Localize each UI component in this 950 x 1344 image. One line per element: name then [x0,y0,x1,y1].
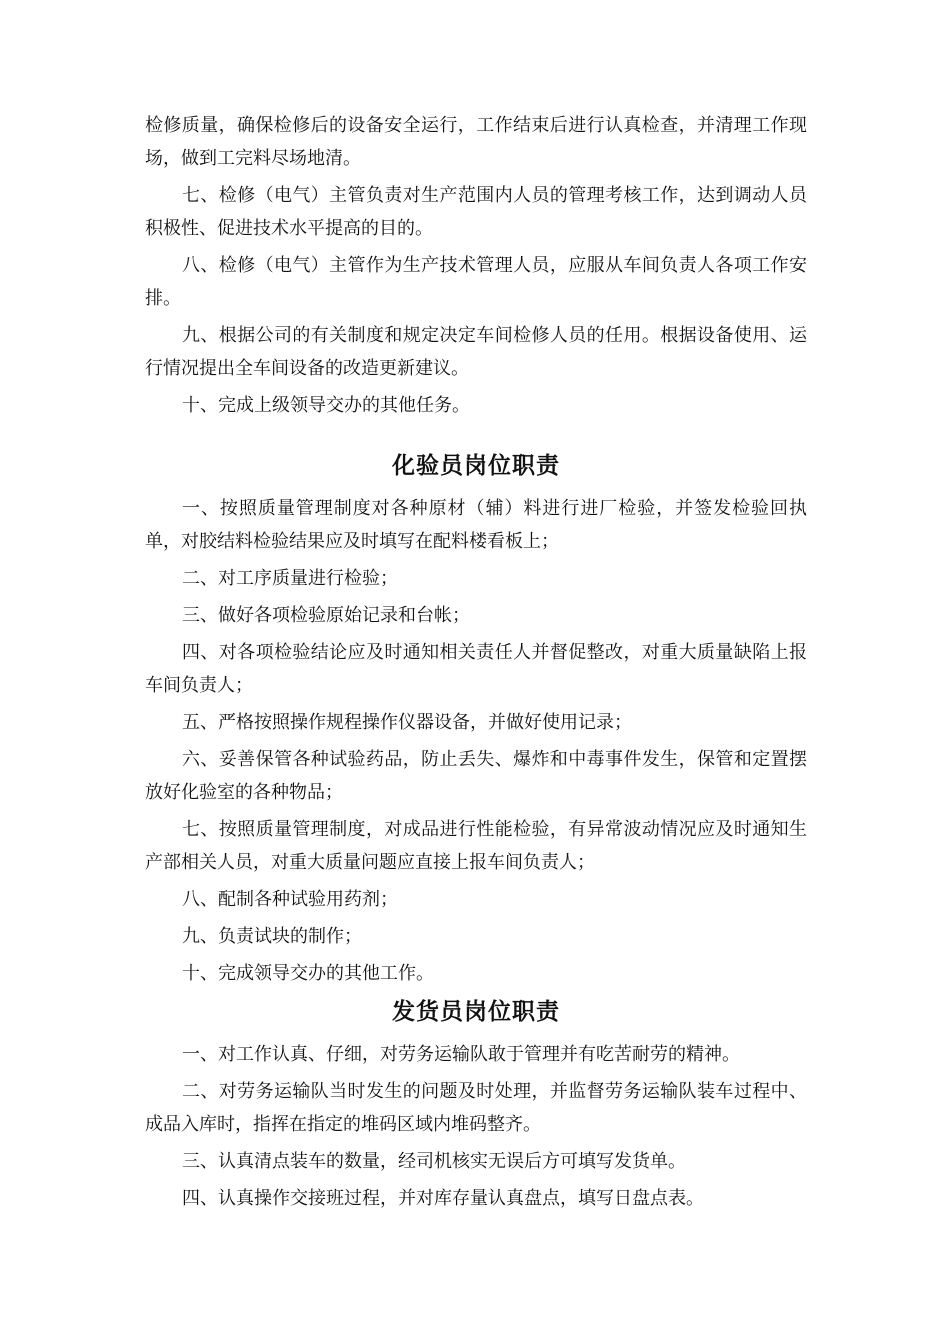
lab-paragraph-3: 三、做好各项检验原始记录和台帐； [182,605,470,626]
shipping-paragraph-1: 一、对工作认真、仔细，对劳务运输队敢于管理并有吃苦耐劳的精神。 [182,1044,740,1065]
shipping-section-title: 发货员岗位职责 [392,999,560,1025]
lab-paragraph-5: 五、严格按照操作规程操作仪器设备，并做好使用记录； [182,712,632,733]
intro-paragraph-4: 九、根据公司的有关制度和规定决定车间检修人员的任用。根据设备使用、运行情况提出全车间设备的改造更新建议。 [145,325,807,379]
lab-section-title: 化验员岗位职责 [392,453,560,479]
intro-paragraph-5: 十、完成上级领导交办的其他任务。 [182,395,470,416]
lab-paragraph-6: 六、妥善保管各种试验药品，防止丢失、爆炸和中毒事件发生，保管和定置摆放好化验室的各种物品； [145,749,807,803]
lab-paragraph-4: 四、对各项检验结论应及时通知相关责任人并督促整改，对重大质量缺陷上报车间负责人； [145,642,807,696]
maintenance-duties-section [145,109,807,422]
lab-paragraph-1: 一、按照质量管理制度对各种原材（辅）料进行进厂检验，并签发检验回执单，对胶结料检验结果应及时填写在配料楼看板上； [145,498,807,552]
shipping-paragraph-3: 三、认真清点装车的数量，经司机核实无误后方可填写发货单。 [182,1151,686,1172]
shipping-duties-section [145,994,807,1215]
lab-paragraph-7: 七、按照质量管理制度，对成品进行性能检验，有异常波动情况应及时通知生产部相关人员，对重大质量问题应直接上报车间负责人； [145,819,807,873]
shipping-paragraph-2: 二、对劳务运输队当时发生的问题及时处理，并监督劳务运输队装车过程中、成品入库时，指挥在指定的堆码区域内堆码整齐。 [145,1081,807,1135]
lab-paragraph-8: 八、配制各种试验用药剂； [182,889,398,910]
lab-paragraph-2: 二、对工序质量进行检验； [182,568,398,589]
shipping-paragraph-4: 四、认真操作交接班过程，并对库存量认真盘点，填写日盘点表。 [182,1188,704,1209]
lab-paragraph-9: 九、负责试块的制作； [182,926,362,947]
document-body [145,109,807,1219]
intro-paragraph-3: 八、检修（电气）主管作为生产技术管理人员，应服从车间负责人各项工作安排。 [145,255,807,309]
lab-duties-section [145,448,807,990]
lab-paragraph-10: 十、完成领导交办的其他工作。 [182,963,434,984]
intro-paragraph-2: 七、检修（电气）主管负责对生产范围内人员的管理考核工作，达到调动人员积极性、促进技术水平提高的目的。 [145,185,807,239]
intro-paragraph-1: 检修质量，确保检修后的设备安全运行，工作结束后进行认真检查，并清理工作现场，做到工完料尽场地清。 [145,115,807,169]
